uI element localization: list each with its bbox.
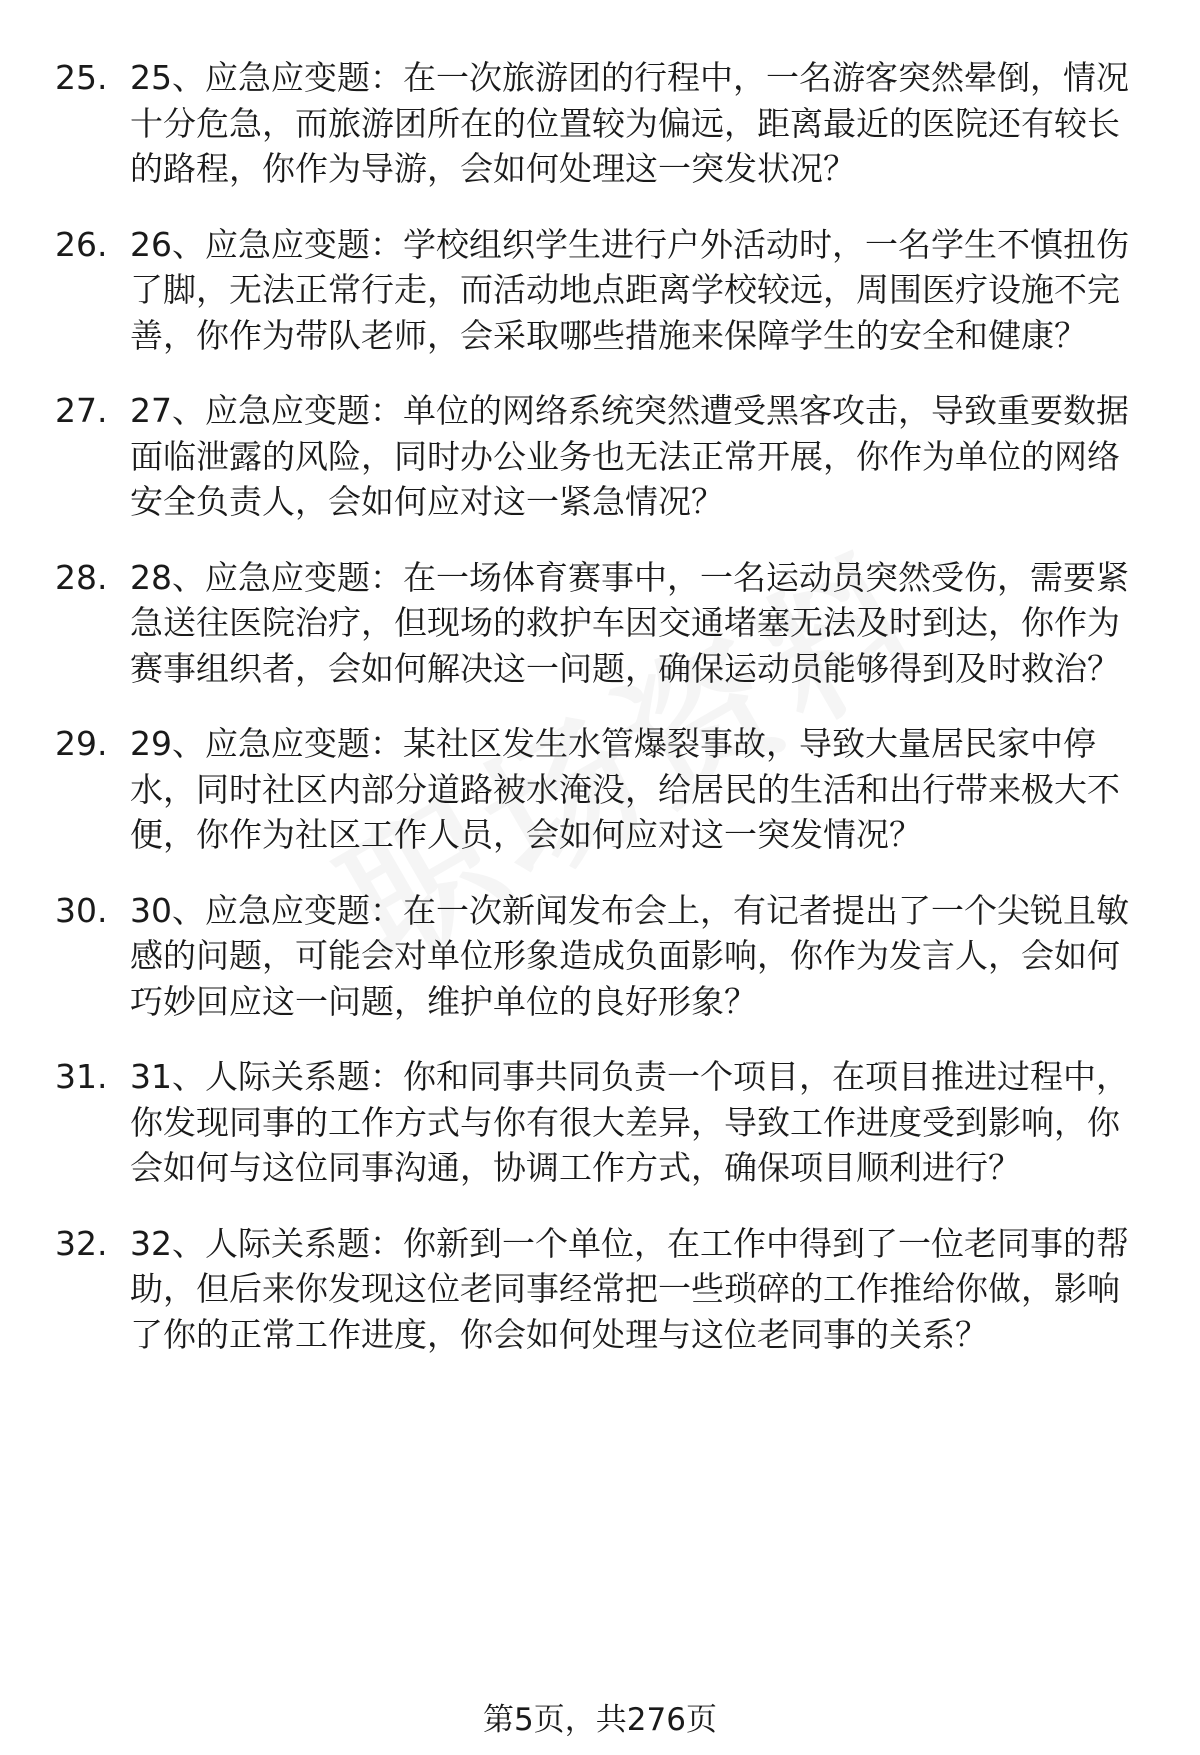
question-text: 29、应急应变题：某社区发生水管爆裂事故，导致大量居民家中停水，同时社区内部分道路被水淹没，给居民的生活和出行带来极大不便，你作为社区工作人员，会如何应对这一突发情况？ [130, 724, 1120, 854]
question-item [55, 888, 1145, 1025]
question-number: 30. [55, 890, 108, 930]
question-text: 26、应急应变题：学校组织学生进行户外活动时，一名学生不慎扭伤了脚，无法正常行走，而活动地点距离学校较远，周围医疗设施不完善，你作为带队老师，会采取哪些措施来保障学生的安全和健康？ [130, 224, 1129, 355]
question-text: 31、人际关系题：你和同事共同负责一个项目，在项目推进过程中，你发现同事的工作方式与你有很大差异，导致工作进度受到影响，你会如何与这位同事沟通，协调工作方式，确保项目顺利进行？ [130, 1057, 1129, 1187]
question-item [55, 55, 1145, 192]
question-item [55, 388, 1145, 525]
question-number: 26. [55, 224, 108, 264]
question-number: 31. [55, 1057, 108, 1096]
question-text: 30、应急应变题：在一次新闻发布会上，有记者提出了一个尖锐且敏感的问题，可能会对单位形象造成负面影响，你作为发言人，会如何巧妙回应这一问题，维护单位的良好形象？ [130, 890, 1129, 1021]
question-item [55, 1221, 1145, 1358]
question-item [55, 555, 1145, 692]
question-number: 32. [55, 1223, 108, 1263]
question-number: 28. [55, 557, 108, 597]
question-item [55, 721, 1145, 858]
page-number-footer: 第5页，共276页 [483, 1702, 717, 1738]
question-number: 29. [55, 724, 108, 763]
question-item [55, 222, 1145, 359]
question-list [55, 55, 1145, 1387]
question-text: 25、应急应变题：在一次旅游团的行程中，一名游客突然晕倒，情况十分危急，而旅游团所在的位置较为偏远，距离最近的医院还有较长的路程，你作为导游，会如何处理这一突发状况？ [130, 58, 1129, 188]
question-number: 25. [55, 58, 108, 97]
question-text: 32、人际关系题：你新到一个单位，在工作中得到了一位老同事的帮助，但后来你发现这位老同事经常把一些琐碎的工作推给你做，影响了你的正常工作进度，你会如何处理与这位老同事的关系？ [130, 1223, 1129, 1354]
question-item [55, 1054, 1145, 1191]
question-number: 27. [55, 391, 108, 430]
question-text: 27、应急应变题：单位的网络系统突然遭受黑客攻击，导致重要数据面临泄露的风险，同时办公业务也无法正常开展，你作为单位的网络安全负责人，会如何应对这一紧急情况？ [130, 391, 1129, 521]
question-text: 28、应急应变题：在一场体育赛事中，一名运动员突然受伤，需要紧急送往医院治疗，但现场的救护车因交通堵塞无法及时到达，你作为赛事组织者，会如何解决这一问题，确保运动员能够得到及时救治？ [130, 557, 1129, 688]
